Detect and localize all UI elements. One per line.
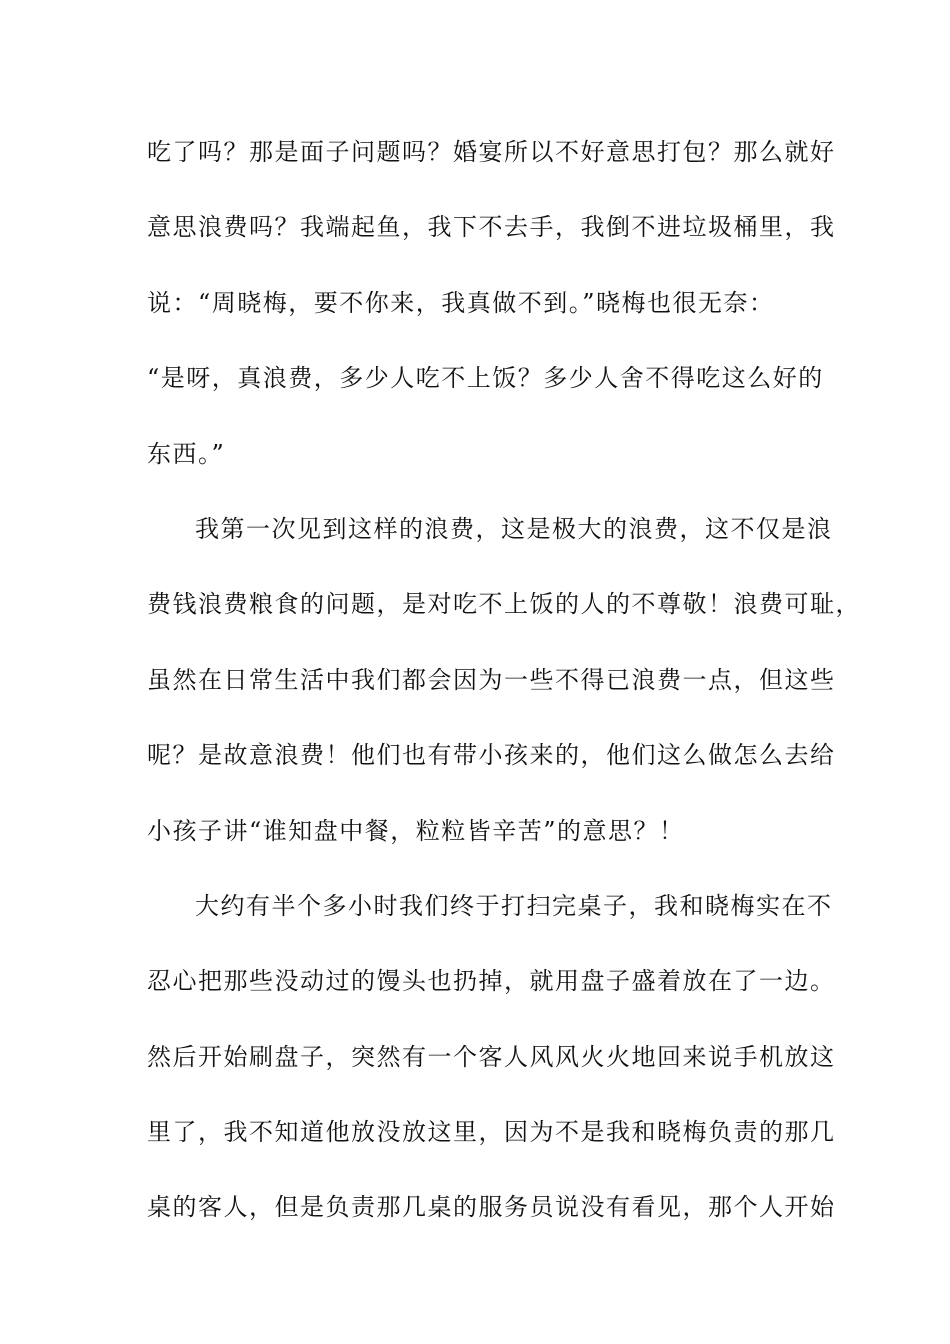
paragraph-first-line: 我第一次见到这样的浪费，这是极大的浪费，这不仅是浪 (195, 514, 833, 543)
text-line: 呢？是故意浪费！他们也有带小孩来的，他们这么做怎么去给 (147, 741, 836, 770)
text-line: 桌的客人，但是负责那几桌的服务员说没有看见，那个人开始 (147, 1193, 836, 1222)
text-line: 吃了吗？那是面子问题吗？婚宴所以不好意思打包？那么就好 (147, 138, 836, 166)
text-line: 费钱浪费粮食的问题，是对吃不上饭的人的不尊敬！浪费可耻， (147, 590, 861, 619)
text-line: 说：“周晓梅，要不你来，我真做不到。”晓梅也很无奈： (147, 288, 775, 317)
body-text (147, 130, 861, 1261)
text-line: 里了，我不知道他放没放这里，因为不是我和晓梅负责的那几 (147, 1118, 836, 1147)
text-line: 东西。” (147, 439, 226, 468)
text-line: 小孩子讲“谁知盘中餐，粒粒皆辛苦”的意思？！ (147, 816, 685, 845)
text-line: 虽然在日常生活中我们都会因为一些不得已浪费一点，但这些 (147, 665, 836, 694)
paragraph-first-line: 大约有半个多小时我们终于打扫完桌子，我和晓梅实在不 (195, 891, 833, 920)
text-line: 然后开始刷盘子，突然有一个客人风风火火地回来说手机放这 (147, 1042, 836, 1071)
text-line: 忍心把那些没动过的馒头也扔掉，就用盘子盛着放在了一边。 (147, 967, 836, 996)
text-line: “是呀，真浪费，多少人吃不上饭？多少人舍不得吃这么好的 (147, 364, 824, 393)
text-line: 意思浪费吗？我端起鱼，我下不去手，我倒不进垃圾桶里，我 (147, 213, 836, 242)
